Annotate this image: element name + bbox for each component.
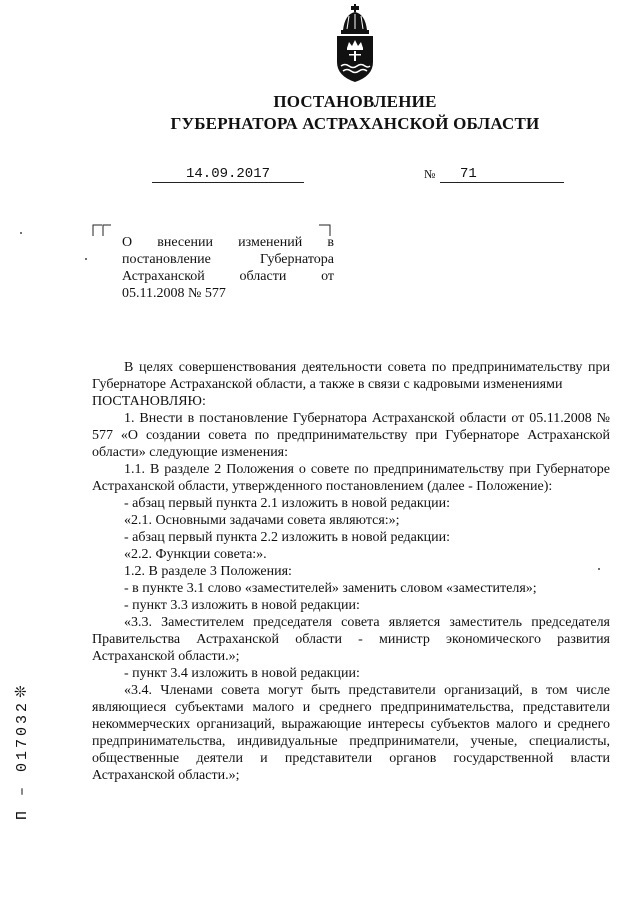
body-paragraph: 1. Внести в постановление Губернатора Астраханской области от 05.11.2008 № 577 «О создании совета по предпринимательству при Губернаторе Астраханской области» следующие изменения: — [92, 411, 610, 460]
document-number: 71 — [440, 166, 564, 183]
coat-of-arms-emblem — [327, 4, 383, 84]
document-date: 14.09.2017 — [152, 166, 304, 183]
body-paragraph: - пункт 3.3 изложить в новой редакции: — [124, 598, 360, 613]
body-paragraph: - абзац первый пункта 2.1 изложить в новой редакции: — [124, 496, 451, 511]
document-title: ПОСТАНОВЛЕНИЕ — [273, 92, 437, 111]
document-subject: О внесении изменений в постановление Губернатора Астраханской области от 05.11.2008 № 577 — [122, 235, 334, 301]
body-paragraph: «3.4. Членами совета могут быть представители организаций, в том числе являющиеся субъектами малого и среднего предпринимательства, представители некоммерческих организаций, выражающие интересы субъектов малого и среднего предпринимательства, индивидуальные предприниматели, ученые, специалисты, общественные деятели и представители органов государственной власти Астраханской области.»; — [92, 683, 610, 783]
side-ornament-icon: ❊ — [14, 685, 27, 701]
scan-speck — [20, 232, 22, 234]
body-paragraph: - абзац первый пункта 2.2 изложить в новой редакции: — [124, 530, 451, 545]
body-paragraph: «2.1. Основными задачами совета являются:»; — [124, 513, 400, 528]
body-paragraph: «3.3. Заместителем председателя совета является заместитель председателя Правительства Астраханской области - министр экономического развития Астраханской области.»; — [92, 615, 610, 664]
resolution-heading: ПОСТАНОВЛЯЮ: — [92, 394, 206, 409]
document-authority: ГУБЕРНАТОРА АСТРАХАНСКОЙ ОБЛАСТИ — [170, 114, 540, 133]
body-paragraph: 1.1. В разделе 2 Положения о совете по предпринимательству при Губернаторе Астраханской области, утвержденного постановлением (далее - Положение): — [92, 462, 610, 494]
body-paragraph: 1.2. В разделе 3 Положения: — [124, 564, 292, 579]
preamble-paragraph: В целях совершенствования деятельности совета по предпринимательству при Губернаторе Астраханской области, а также в связи с кадровыми изменениями — [92, 360, 610, 392]
corner-bracket-top-left — [92, 224, 112, 236]
scan-speck — [85, 258, 87, 260]
document-body — [92, 359, 610, 784]
body-paragraph: - в пункте 3.1 слово «заместителей» заменить словом «заместителя»; — [124, 581, 537, 596]
body-paragraph: - пункт 3.4 изложить в новой редакции: — [124, 666, 360, 681]
number-label: № — [424, 167, 436, 181]
serial-number-stamp: П – 017032 — [14, 699, 31, 820]
body-paragraph: «2.2. Функции совета:». — [124, 547, 267, 562]
scan-speck — [598, 568, 600, 570]
